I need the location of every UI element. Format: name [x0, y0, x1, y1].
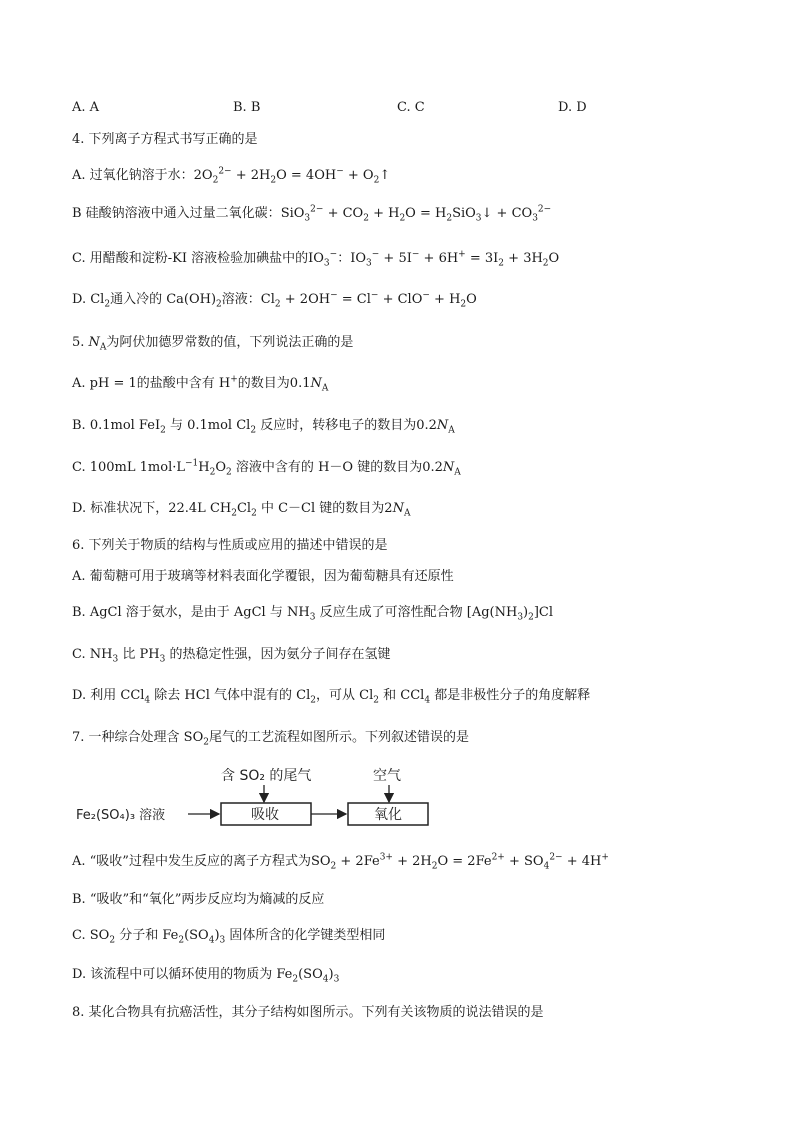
- question-4-option-b: B 硅酸钠溶液中通入过量二氧化碳：$SiO_3^{2-} + CO_2 + H_2O$ = $H_2SiO_3↓ + CO_3^{2-}$: [72, 204, 552, 224]
- question-5-option-b: B. 0.1mol FeI$_2$ 与 0.1mol $Cl_2$ 反应时，转移电子的数目为$0.2N_A$: [72, 418, 455, 436]
- option-d: D. D: [558, 100, 587, 115]
- process-flow-diagram: [76, 765, 436, 833]
- option-c: C. C: [397, 100, 425, 115]
- question-6-option-a: A. 葡萄糖可用于玻璃等材料表面化学覆银，因为葡萄糖具有还原性: [72, 569, 454, 584]
- oxidize-label: 氧化: [374, 807, 402, 823]
- absorb-label: 吸收: [251, 807, 279, 823]
- question-7-option-b: B. “吸收”和“氧化”两步反应均为熵减的反应: [72, 892, 325, 907]
- question-7-option-c: C. $SO_2$ 分子和 $Fe_2(SO_4)_3$ 固体所含的化学键类型相同: [72, 928, 386, 946]
- question-6-stem: 6. 下列关于物质的结构与性质或应用的描述中错误的是: [72, 538, 388, 553]
- question-5-option-c: C. 100mL $1mol\cdot L^{-1}H_2O_2$ 溶液中含有的 H－O 键的数目为$0.2N_A$: [72, 458, 461, 478]
- question-6-option-b: B. AgCl 溶于氨水，是由于 AgCl 与 $NH_3$ 反应生成了可溶性配合物 $[Ag(NH_3)_2]Cl$: [72, 605, 554, 623]
- air-label: 空气: [373, 768, 401, 784]
- question-7-option-a: A. “吸收”过程中发生反应的离子方程式为$SO_2 + 2Fe^{3+} + 2H_2O = 2Fe^{2+} + SO_4^{2-} + 4H^+$: [72, 852, 609, 872]
- question-7-stem: 7. 一种综合处理含 $SO_2$尾气的工艺流程如图所示。下列叙述错误的是: [72, 730, 469, 748]
- question-7-option-d: D. 该流程中可以循环使用的物质为 $Fe_2(SO_4)_3$: [72, 967, 340, 985]
- question-4-option-d: D. $Cl_2$通入冷的 $Ca(OH)_2$溶液：$Cl_2 + 2OH^- = Cl^- + ClO^- + H_2O$: [72, 290, 477, 310]
- question-4-option-c: C. 用醋酸和淀粉-KI 溶液检验加碘盐中的$IO_3^-$：$IO_3^- + 5I^- + 6H^+ = 3I_2 + 3H_2O$: [72, 249, 560, 269]
- question-6-option-d: D. 利用 CCl$_4$ 除去 HCl 气体中混有的 $Cl_2$，可从 $Cl_2$ 和 CCl$_4$ 都是非极性分子的角度解释: [72, 688, 591, 706]
- question-4-option-a: A. 过氧化钠溶于水：$2O_2^{2-} + 2H_2O = 4OH^-$ + $O_2↑$: [72, 166, 391, 186]
- question-5-stem: 5. $N_A$为阿伏加德罗常数的值，下列说法正确的是: [72, 335, 354, 353]
- question-4-stem: 4. 下列离子方程式书写正确的是: [72, 132, 258, 147]
- option-b: B. B: [233, 100, 261, 115]
- question-5-option-a: A. pH = 1的盐酸中含有 H+的数目为$0.1N_A$: [72, 374, 329, 394]
- solution-label: Fe₂(SO₄)₃ 溶液: [76, 808, 166, 823]
- flue-gas-label: 含 SO₂ 的尾气: [221, 768, 312, 784]
- option-a: A. A: [72, 100, 100, 115]
- question-6-option-c: C. $NH_3$ 比 $PH_3$ 的热稳定性强，因为氨分子间存在氢键: [72, 647, 391, 665]
- question-5-option-d: D. 标准状况下，22.4L $CH_2Cl_2$ 中 C－Cl 键的数目为$2N_A$: [72, 501, 411, 519]
- question-8-stem: 8. 某化合物具有抗癌活性，其分子结构如图所示。下列有关该物质的说法错误的是: [72, 1005, 544, 1020]
